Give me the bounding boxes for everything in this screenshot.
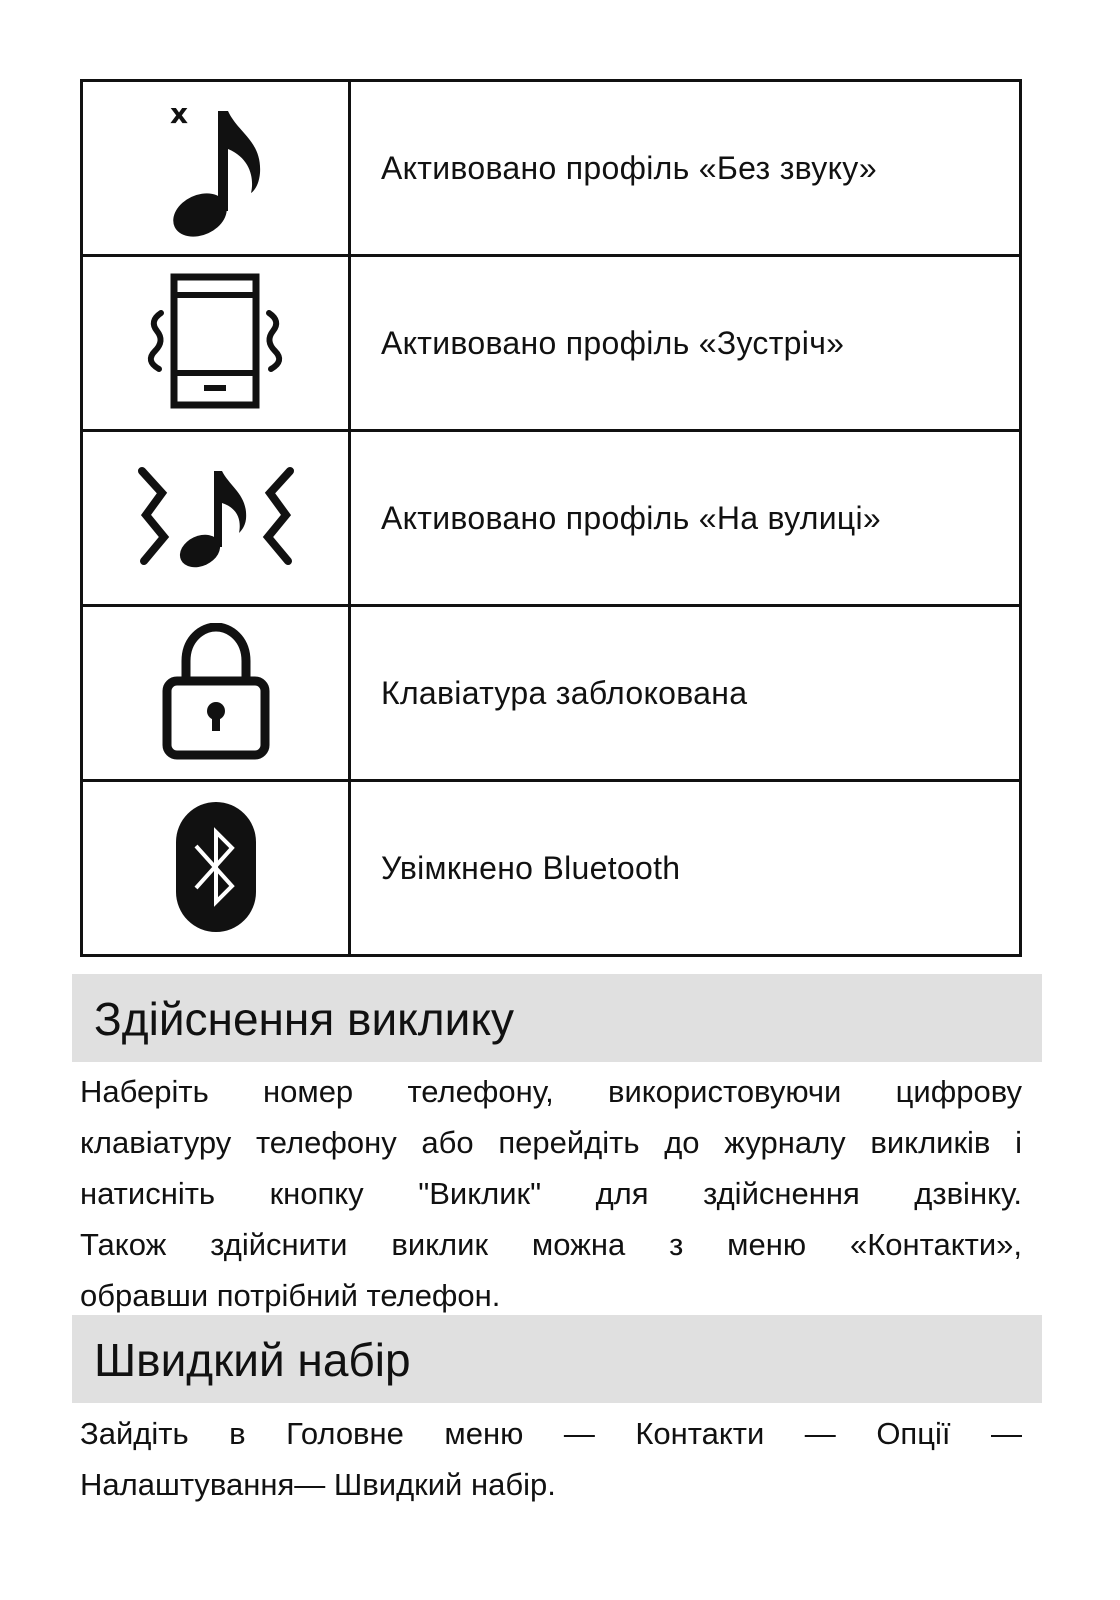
status-description: Клавіатура заблокована: [350, 606, 1021, 781]
paragraph-line: Наберіть номер телефону, використовуючи цифрову: [80, 1074, 1022, 1109]
status-icons-table: [80, 79, 1022, 957]
outdoor-profile-icon: [136, 463, 296, 573]
section-header-making-call: [72, 974, 1042, 1062]
section-header-speed-dial: [72, 1315, 1042, 1403]
status-description: Активовано профіль «На вулиці»: [350, 431, 1021, 606]
svg-text:x: x: [169, 97, 188, 130]
table-row: [82, 256, 1021, 431]
icon-cell: [82, 606, 350, 781]
making-call-paragraph: [80, 1066, 1022, 1321]
table-row: [82, 81, 1021, 256]
bluetooth-icon: [166, 798, 266, 938]
status-description: Активовано профіль «Без звуку»: [350, 81, 1021, 256]
icon-cell: [82, 81, 350, 256]
status-description: Активовано профіль «Зустріч»: [350, 256, 1021, 431]
table-row: [82, 781, 1021, 956]
meeting-profile-icon: [141, 273, 291, 413]
section-title: Здійснення виклику: [94, 993, 514, 1045]
paragraph-line: обравши потрібний телефон.: [80, 1278, 501, 1313]
paragraph-line: клавіатуру телефону або перейдіть до журналу викликів і: [80, 1125, 1022, 1160]
paragraph-line: натисніть кнопку "Виклик" для здійснення дзвінку.: [80, 1176, 1022, 1211]
speed-dial-paragraph: [80, 1408, 1022, 1510]
table-row: [82, 431, 1021, 606]
paragraph-line: Зайдіть в Головне меню — Контакти — Опції —: [80, 1416, 1022, 1451]
keypad-lock-icon: [156, 623, 276, 763]
icon-cell: [82, 431, 350, 606]
icon-cell: [82, 256, 350, 431]
paragraph-line: Також здійснити виклик можна з меню «Контакти»,: [80, 1227, 1022, 1262]
status-description: Увімкнено Bluetooth: [350, 781, 1021, 956]
section-title: Швидкий набір: [94, 1334, 411, 1386]
table-row: [82, 606, 1021, 781]
paragraph-line: Налаштування— Швидкий набір.: [80, 1467, 556, 1502]
silent-profile-icon: [156, 93, 276, 243]
icon-cell: [82, 781, 350, 956]
